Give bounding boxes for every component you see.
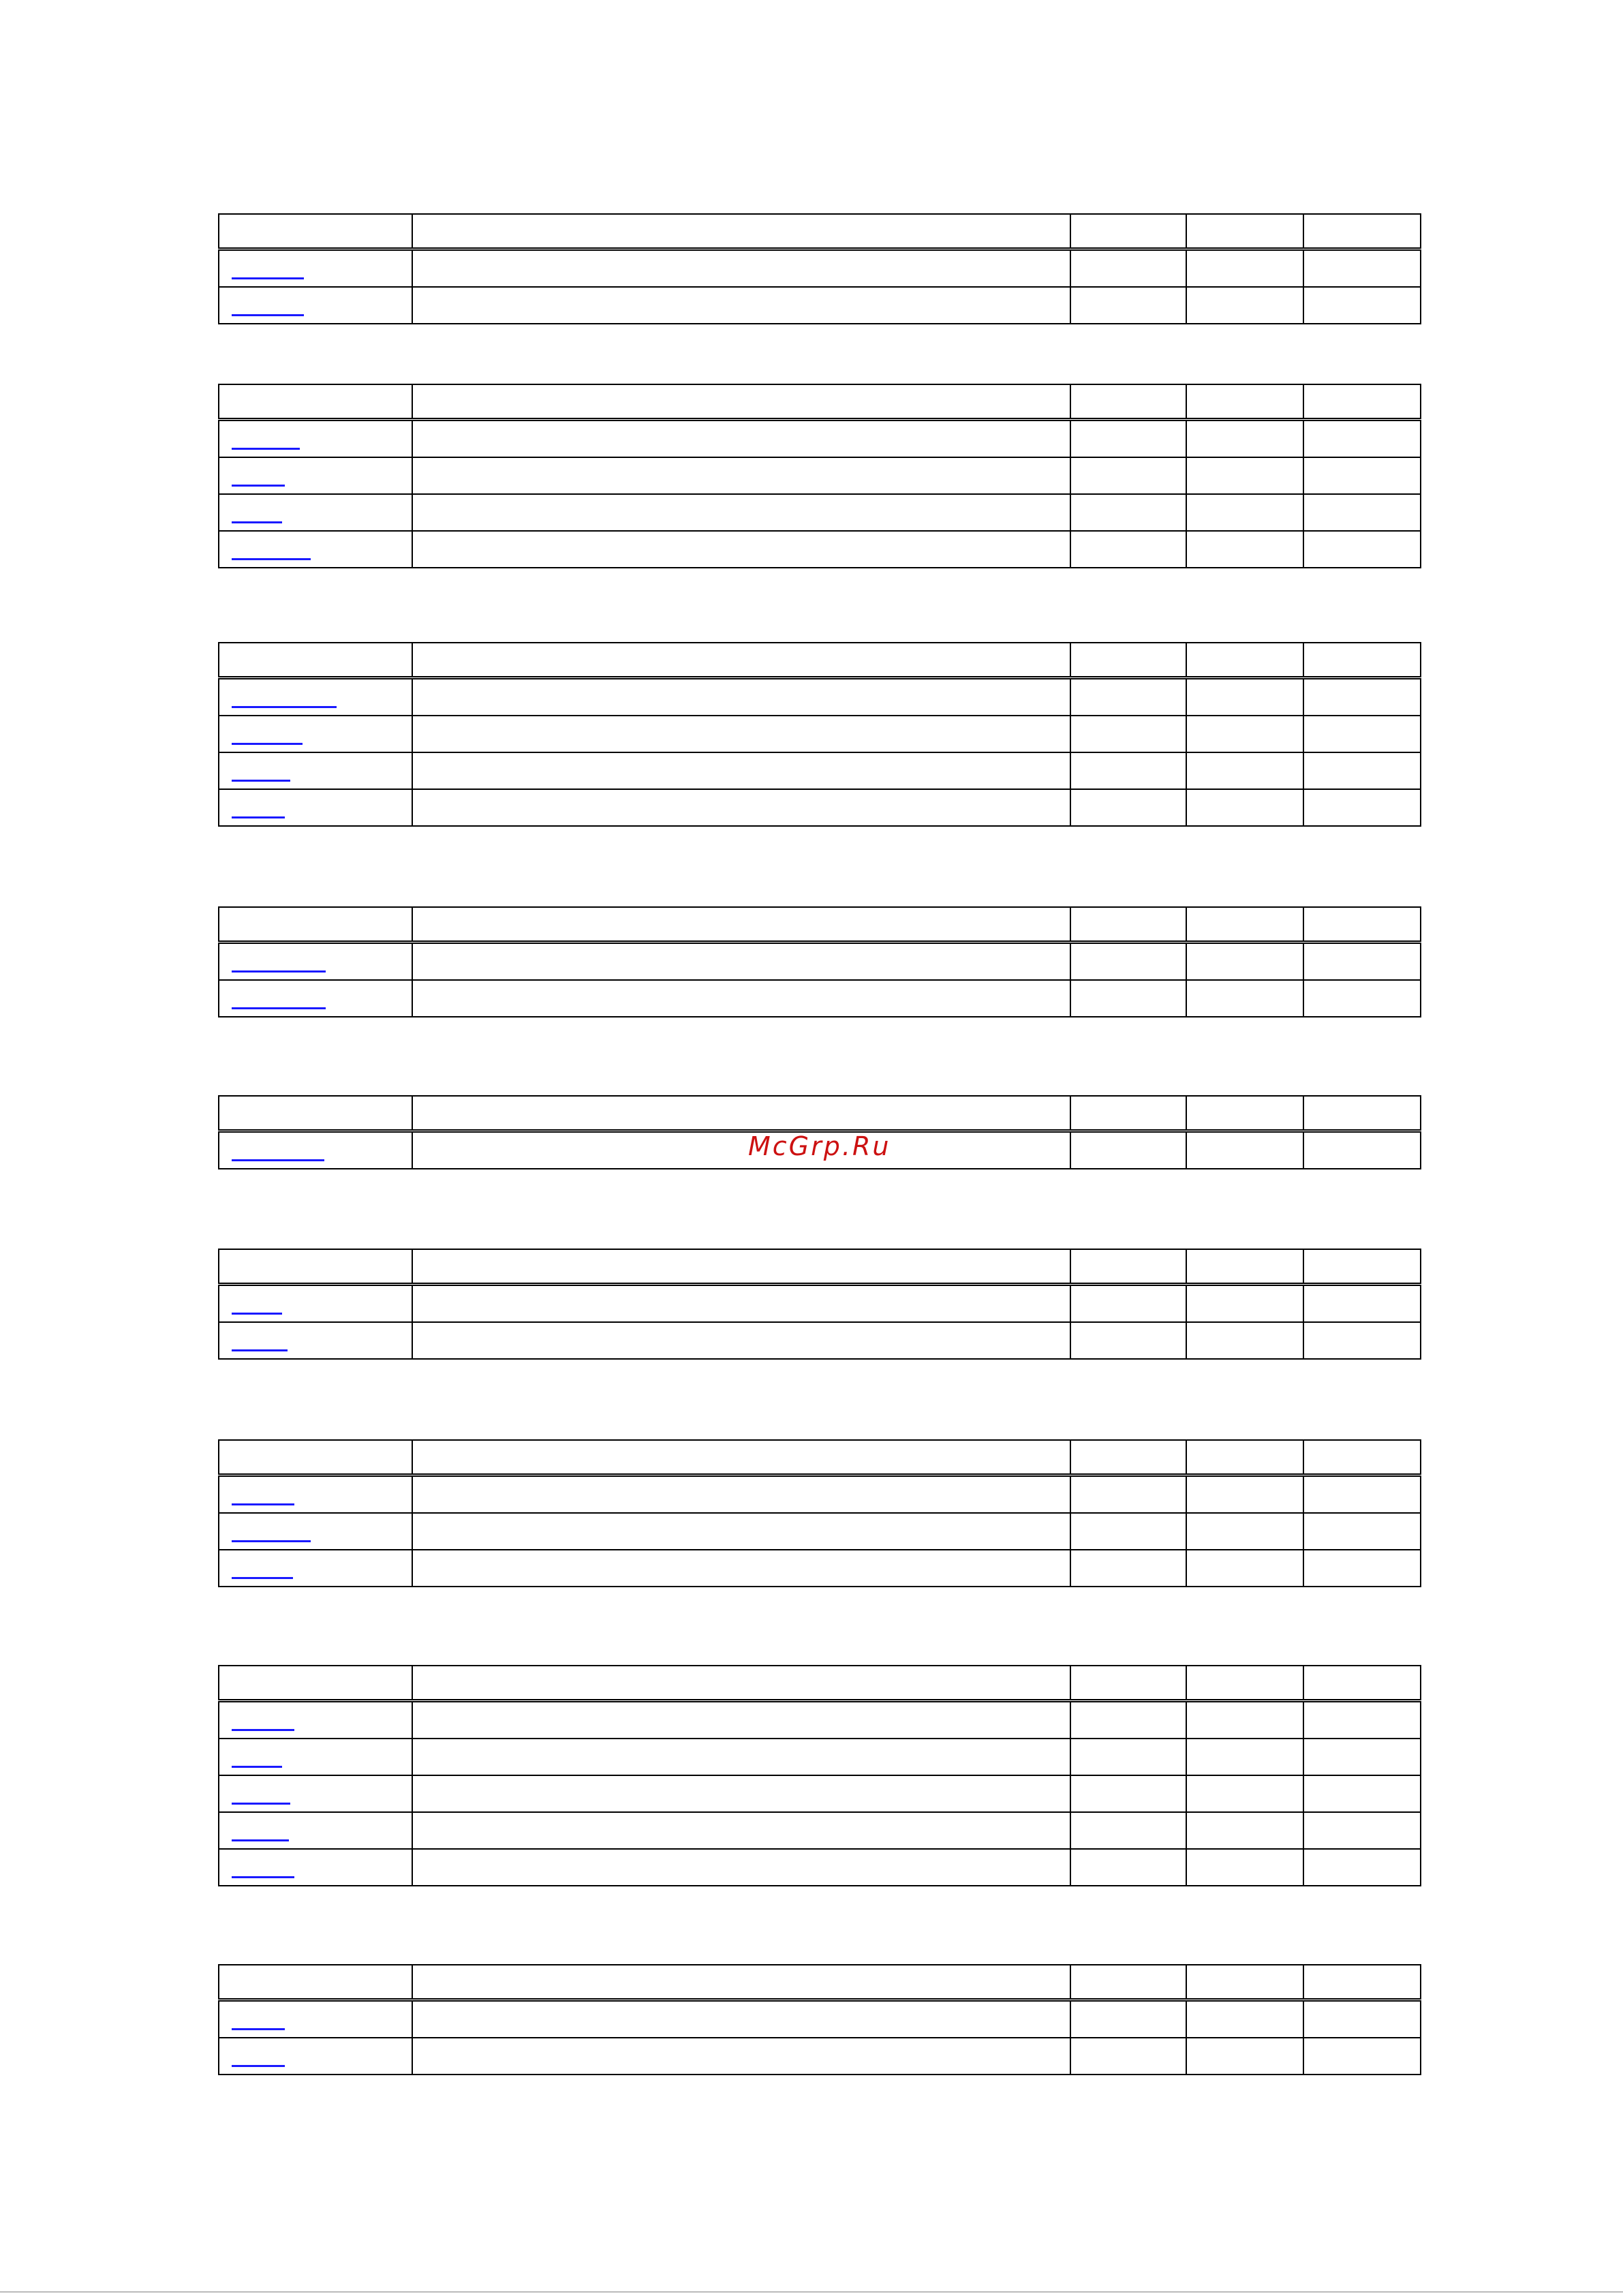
header-cell xyxy=(219,907,412,943)
data-table-6 xyxy=(218,1249,1421,1360)
header-cell xyxy=(1186,1666,1303,1701)
header-cell xyxy=(1186,1096,1303,1131)
table-cell xyxy=(412,1775,1070,1812)
header-cell xyxy=(219,1249,412,1285)
header-cell xyxy=(1303,643,1421,678)
table-row xyxy=(219,457,1421,494)
row-link[interactable] xyxy=(232,448,300,450)
table-header-row xyxy=(219,1440,1421,1475)
table-cell xyxy=(412,943,1070,981)
header-cell xyxy=(219,1440,412,1475)
table-cell xyxy=(1070,1812,1186,1849)
watermark: McGrp.Ru xyxy=(748,1131,891,1161)
table-cell xyxy=(219,287,412,324)
table-cell xyxy=(219,980,412,1017)
header-cell xyxy=(1186,643,1303,678)
row-link[interactable] xyxy=(232,1876,294,1878)
header-cell xyxy=(1303,384,1421,420)
table-row xyxy=(219,2000,1421,2038)
header-cell xyxy=(1186,384,1303,420)
data-table-4 xyxy=(218,906,1421,1017)
table-cell xyxy=(219,2038,412,2075)
table-row xyxy=(219,1550,1421,1587)
table-cell xyxy=(1070,716,1186,752)
table-cell xyxy=(219,943,412,981)
table-cell xyxy=(1070,287,1186,324)
header-cell xyxy=(219,1666,412,1701)
table-cell xyxy=(1070,2038,1186,2075)
header-cell xyxy=(412,1096,1070,1131)
table-cell xyxy=(1070,531,1186,568)
table-cell xyxy=(412,789,1070,826)
table-cell xyxy=(1186,1131,1303,1169)
header-cell xyxy=(1070,384,1186,420)
table-row xyxy=(219,1812,1421,1849)
table-cell xyxy=(412,980,1070,1017)
table-row xyxy=(219,1475,1421,1514)
table-cell xyxy=(1070,2000,1186,2038)
table-cell xyxy=(1303,752,1421,789)
table-row xyxy=(219,980,1421,1017)
table-cell xyxy=(1070,980,1186,1017)
header-cell xyxy=(1186,214,1303,249)
table-cell xyxy=(219,1322,412,1359)
table-cell xyxy=(412,1550,1070,1587)
row-link[interactable] xyxy=(232,2065,285,2067)
table-row xyxy=(219,716,1421,752)
header-cell xyxy=(412,1249,1070,1285)
table-cell xyxy=(412,1285,1070,1323)
table-cell xyxy=(219,1550,412,1587)
table-cell xyxy=(1303,1513,1421,1550)
table-row xyxy=(219,1285,1421,1323)
data-table-7 xyxy=(218,1439,1421,1587)
header-cell xyxy=(1303,1249,1421,1285)
table-cell xyxy=(1070,1701,1186,1739)
table-row xyxy=(219,1775,1421,1812)
header-cell xyxy=(1303,214,1421,249)
table-cell xyxy=(1303,678,1421,716)
table-cell xyxy=(1303,1550,1421,1587)
header-cell xyxy=(1303,1096,1421,1131)
table-cell xyxy=(1070,1285,1186,1323)
table-cell xyxy=(1303,494,1421,531)
table-cell xyxy=(1186,2038,1303,2075)
table-cell xyxy=(1070,420,1186,458)
table-cell xyxy=(219,494,412,531)
table-cell xyxy=(1303,2038,1421,2075)
table-cell xyxy=(1186,943,1303,981)
header-cell xyxy=(1186,1440,1303,1475)
table-cell xyxy=(1070,249,1186,288)
table-cell xyxy=(412,420,1070,458)
table-row xyxy=(219,752,1421,789)
header-cell xyxy=(1070,1965,1186,2000)
row-link[interactable] xyxy=(232,816,285,818)
table-cell xyxy=(1186,678,1303,716)
table-cell xyxy=(219,678,412,716)
row-link[interactable] xyxy=(232,780,290,782)
header-cell xyxy=(219,643,412,678)
row-link[interactable] xyxy=(232,314,304,316)
table-cell xyxy=(412,752,1070,789)
row-link[interactable] xyxy=(232,1540,311,1542)
row-link[interactable] xyxy=(232,521,282,523)
header-cell xyxy=(412,1965,1070,2000)
table-cell xyxy=(219,789,412,826)
table-cell xyxy=(219,457,412,494)
header-cell xyxy=(1070,1249,1186,1285)
table-cell xyxy=(1303,2000,1421,2038)
table-cell xyxy=(412,1849,1070,1886)
row-link[interactable] xyxy=(232,706,337,708)
data-table-9 xyxy=(218,1964,1421,2075)
table-header-row xyxy=(219,1666,1421,1701)
table-cell xyxy=(219,420,412,458)
row-link[interactable] xyxy=(232,485,285,487)
table-cell xyxy=(1303,1812,1421,1849)
table-cell xyxy=(1070,1322,1186,1359)
table-cell xyxy=(1303,420,1421,458)
row-link[interactable] xyxy=(232,2028,285,2030)
table-cell xyxy=(412,1131,1070,1169)
table-header-row xyxy=(219,384,1421,420)
row-link[interactable] xyxy=(232,1766,282,1768)
table-cell xyxy=(1186,1322,1303,1359)
header-cell xyxy=(219,1096,412,1131)
table-cell xyxy=(1186,716,1303,752)
row-link[interactable] xyxy=(232,1007,326,1009)
row-link[interactable] xyxy=(232,1503,294,1505)
header-cell xyxy=(1186,1249,1303,1285)
data-table-1 xyxy=(218,213,1421,324)
table-cell xyxy=(1186,1550,1303,1587)
table-cell xyxy=(412,2038,1070,2075)
table-row xyxy=(219,1322,1421,1359)
table-cell xyxy=(1303,531,1421,568)
table-cell xyxy=(1186,287,1303,324)
table-cell xyxy=(1070,752,1186,789)
row-link[interactable] xyxy=(232,970,326,973)
table-row xyxy=(219,789,1421,826)
table-row xyxy=(219,1739,1421,1775)
table-cell xyxy=(1070,943,1186,981)
table-cell xyxy=(1070,789,1186,826)
table-row xyxy=(219,1849,1421,1886)
header-cell xyxy=(1303,1965,1421,2000)
table-cell xyxy=(412,457,1070,494)
table-header-row xyxy=(219,214,1421,249)
header-cell xyxy=(1070,907,1186,943)
table-cell xyxy=(1070,678,1186,716)
header-cell xyxy=(1070,643,1186,678)
table-cell xyxy=(1303,716,1421,752)
table-cell xyxy=(1186,752,1303,789)
table-cell xyxy=(219,1775,412,1812)
table-cell xyxy=(1186,1812,1303,1849)
table-cell xyxy=(412,678,1070,716)
table-cell xyxy=(412,531,1070,568)
header-cell xyxy=(412,1666,1070,1701)
table-cell xyxy=(1186,1739,1303,1775)
row-link[interactable] xyxy=(232,1729,294,1731)
table-cell xyxy=(1303,1701,1421,1739)
header-cell xyxy=(1070,1440,1186,1475)
table-cell xyxy=(412,1739,1070,1775)
row-link[interactable] xyxy=(232,277,304,279)
table-cell xyxy=(412,716,1070,752)
row-link[interactable] xyxy=(232,1803,290,1805)
table-cell xyxy=(1070,1739,1186,1775)
table-cell xyxy=(219,1849,412,1886)
table-cell xyxy=(1303,457,1421,494)
table-row xyxy=(219,943,1421,981)
table-cell xyxy=(1186,1849,1303,1886)
table-row xyxy=(219,678,1421,716)
header-cell xyxy=(1070,1096,1186,1131)
row-link[interactable] xyxy=(232,558,311,560)
table-cell xyxy=(1303,943,1421,981)
table-row xyxy=(219,2038,1421,2075)
table-cell xyxy=(1303,789,1421,826)
header-cell xyxy=(412,907,1070,943)
header-cell xyxy=(219,214,412,249)
table-header-row xyxy=(219,1965,1421,2000)
table-cell xyxy=(412,1322,1070,1359)
table-cell xyxy=(412,249,1070,288)
table-cell xyxy=(1186,249,1303,288)
header-cell xyxy=(1070,1666,1186,1701)
table-cell xyxy=(1303,1322,1421,1359)
header-cell xyxy=(412,214,1070,249)
row-link[interactable] xyxy=(232,1313,282,1315)
table-cell xyxy=(412,287,1070,324)
table-cell xyxy=(219,531,412,568)
header-cell xyxy=(1303,1440,1421,1475)
table-cell xyxy=(1303,1739,1421,1775)
table-row xyxy=(219,1513,1421,1550)
row-link[interactable] xyxy=(232,1159,324,1161)
table-cell xyxy=(1303,249,1421,288)
table-cell xyxy=(1070,1550,1186,1587)
table-cell xyxy=(412,1701,1070,1739)
header-cell xyxy=(219,1965,412,2000)
table-cell xyxy=(1303,980,1421,1017)
data-table-2 xyxy=(218,384,1421,568)
table-cell xyxy=(1303,1285,1421,1323)
table-cell xyxy=(1070,494,1186,531)
table-row xyxy=(219,1701,1421,1739)
table-cell xyxy=(1186,1513,1303,1550)
table-cell xyxy=(219,1285,412,1323)
page-bottom-rule xyxy=(0,2291,1623,2293)
data-table-3 xyxy=(218,642,1421,827)
table-cell xyxy=(219,716,412,752)
table-cell xyxy=(1070,1775,1186,1812)
table-cell xyxy=(219,1513,412,1550)
table-cell xyxy=(1303,1775,1421,1812)
table-row xyxy=(219,287,1421,324)
row-link[interactable] xyxy=(232,743,303,745)
table-cell xyxy=(1186,420,1303,458)
table-cell xyxy=(412,2000,1070,2038)
table-cell xyxy=(1186,494,1303,531)
table-row xyxy=(219,420,1421,458)
table-cell xyxy=(1303,1131,1421,1169)
header-cell xyxy=(412,384,1070,420)
table-cell xyxy=(219,1475,412,1514)
header-cell xyxy=(1303,907,1421,943)
table-cell xyxy=(219,249,412,288)
header-cell xyxy=(412,1440,1070,1475)
header-cell xyxy=(1303,1666,1421,1701)
table-cell xyxy=(1070,1849,1186,1886)
table-cell xyxy=(1070,457,1186,494)
table-cell xyxy=(412,1812,1070,1849)
table-cell xyxy=(1186,2000,1303,2038)
row-link[interactable] xyxy=(232,1839,289,1841)
table-cell xyxy=(1186,1701,1303,1739)
table-cell xyxy=(1186,457,1303,494)
table-cell xyxy=(1186,980,1303,1017)
table-cell xyxy=(1070,1513,1186,1550)
table-cell xyxy=(1186,1475,1303,1514)
table-cell xyxy=(1186,1775,1303,1812)
table-cell xyxy=(1303,287,1421,324)
table-cell xyxy=(219,1701,412,1739)
table-cell xyxy=(1186,531,1303,568)
table-cell xyxy=(412,1475,1070,1514)
data-table-8 xyxy=(218,1665,1421,1886)
table-cell xyxy=(219,1812,412,1849)
table-cell xyxy=(1186,789,1303,826)
header-cell xyxy=(219,384,412,420)
header-cell xyxy=(1186,1965,1303,2000)
row-link[interactable] xyxy=(232,1577,293,1579)
header-cell xyxy=(1186,907,1303,943)
table-cell xyxy=(219,1739,412,1775)
table-cell xyxy=(1186,1285,1303,1323)
table-header-row xyxy=(219,643,1421,678)
table-cell xyxy=(1303,1849,1421,1886)
table-cell xyxy=(1303,1475,1421,1514)
table-row xyxy=(219,531,1421,568)
table-cell xyxy=(219,752,412,789)
table-cell xyxy=(412,1513,1070,1550)
table-cell xyxy=(1070,1475,1186,1514)
table-cell xyxy=(412,494,1070,531)
table-cell xyxy=(219,2000,412,2038)
table-cell xyxy=(1070,1131,1186,1169)
header-cell xyxy=(412,643,1070,678)
table-row xyxy=(219,494,1421,531)
table-header-row xyxy=(219,1249,1421,1285)
table-header-row xyxy=(219,907,1421,943)
table-header-row xyxy=(219,1096,1421,1131)
row-link[interactable] xyxy=(232,1349,288,1351)
header-cell xyxy=(1070,214,1186,249)
table-row xyxy=(219,249,1421,288)
table-cell xyxy=(219,1131,412,1169)
